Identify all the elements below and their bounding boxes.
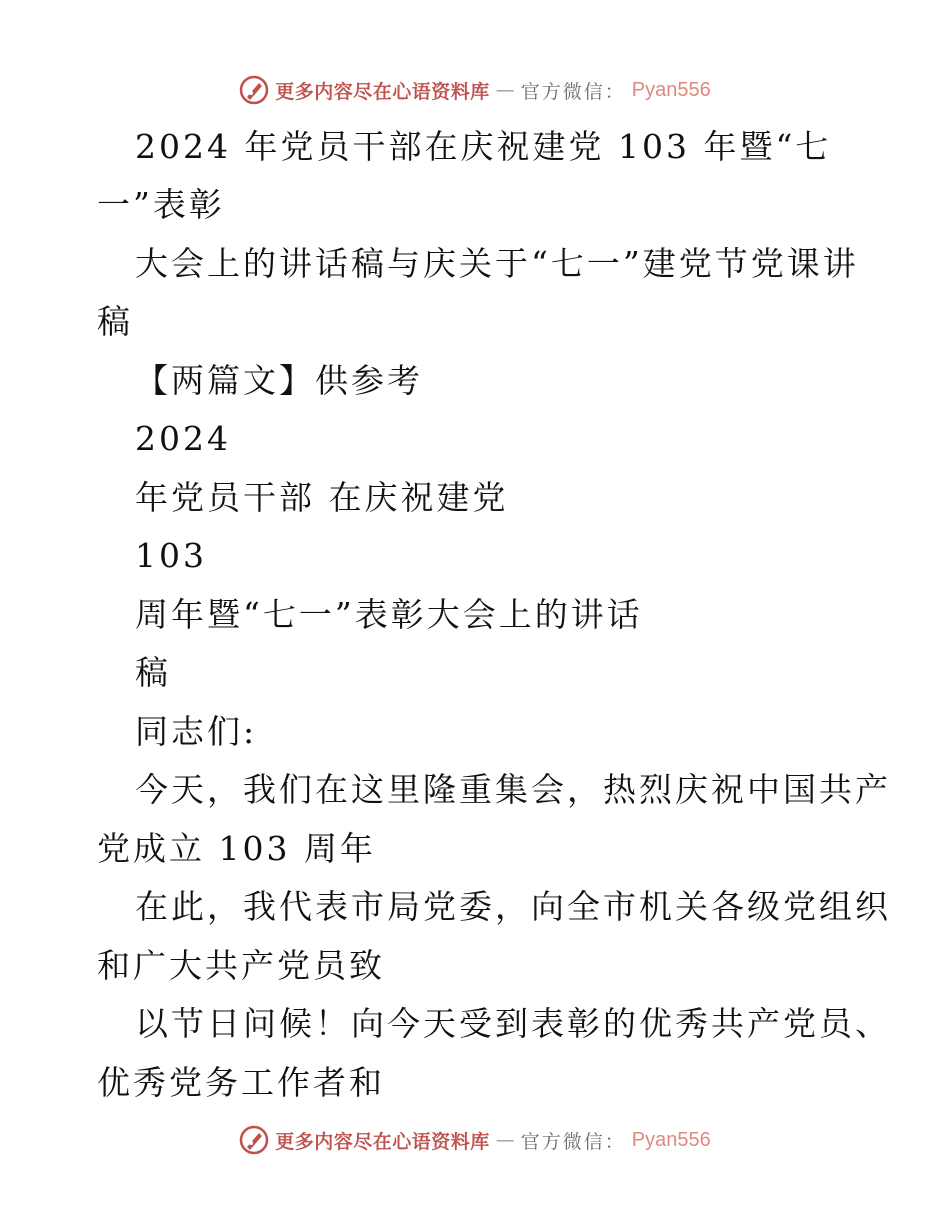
pen-logo-icon xyxy=(239,75,269,105)
watermark-official-label: 官方微信： xyxy=(520,1130,626,1153)
salutation: 同志们: xyxy=(135,712,258,751)
watermark-official-label: 官方微信： xyxy=(520,80,626,103)
footer-watermark xyxy=(0,1120,950,1160)
paragraph-line-3: 在此，我代表市局党委，向全市机关各级党组织 xyxy=(135,887,891,926)
watermark-main-text: 更多内容尽在心语资料库 xyxy=(275,1130,490,1153)
paragraph-line-1: 今天，我们在这里隆重集会，热烈庆祝中国共产 xyxy=(135,770,891,809)
paragraph-line-6: 优秀党务工作者和 xyxy=(97,1063,385,1102)
watermark-dash: — xyxy=(495,1129,515,1151)
paragraph-line-4: 和广大共产党员致 xyxy=(97,946,385,985)
heading-line-5: 稿 xyxy=(135,653,171,692)
watermark-wechat-id: Pyan556 xyxy=(631,1128,711,1151)
heading-line-3: 103 xyxy=(135,536,207,575)
watermark-main-text: 更多内容尽在心语资料库 xyxy=(275,80,490,103)
subtitle-line: 【两篇文】供参考 xyxy=(135,361,423,400)
paragraph-line-5: 以节日问候！向今天受到表彰的优秀共产党员、 xyxy=(135,1004,891,1043)
pen-logo-icon xyxy=(239,1125,269,1155)
watermark-wechat-id: Pyan556 xyxy=(631,78,711,101)
title-line-2: 一”表彰 xyxy=(97,185,225,224)
header-watermark xyxy=(0,70,950,110)
heading-line-4: 周年暨“七一”表彰大会上的讲话 xyxy=(135,595,643,634)
title-line-1: 2024 年党员干部在庆祝建党 103 年暨“七 xyxy=(135,127,832,166)
heading-line-2: 年党员干部 在庆祝建党 xyxy=(135,478,509,517)
paragraph-line-2: 党成立 103 周年 xyxy=(97,829,376,868)
title-line-3: 大会上的讲话稿与庆关于“七一”建党节党课讲 xyxy=(135,244,859,283)
title-line-4: 稿 xyxy=(97,302,133,341)
heading-line-1: 2024 xyxy=(135,419,231,458)
watermark-dash: — xyxy=(495,79,515,101)
